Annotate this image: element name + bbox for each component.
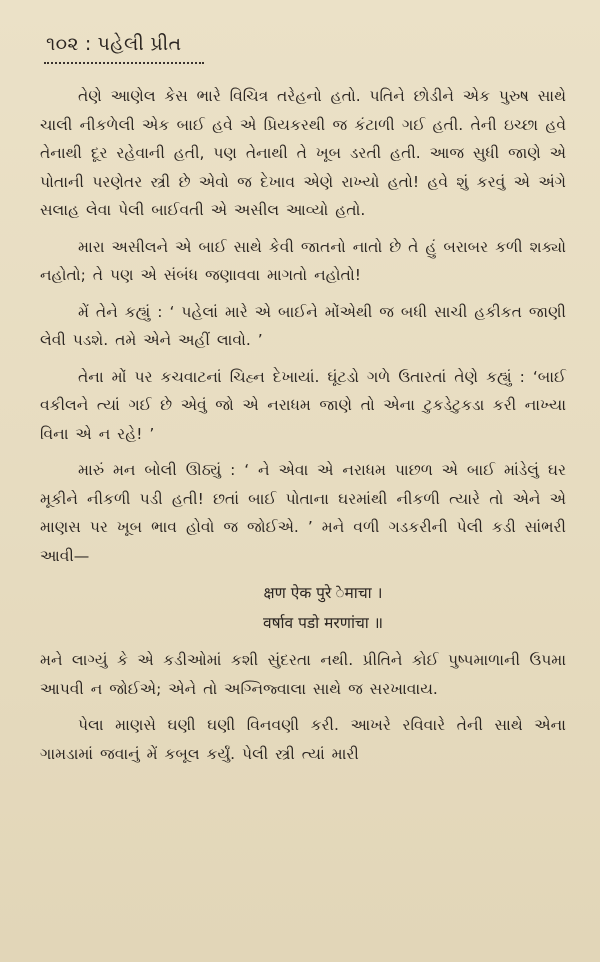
paragraph-1: તેણે આણેલ કેસ ભારે વિચિત્ર તરેહનો હતો. પતિને છોડીને એક પુરુષ સાથે ચાલી નીકળેલી એક બાઈ હવે એ પ્રિયકરથી જ કંટાળી ગઈ હતી. તેની ઇચ્છા હવે તેનાથી દૂર રહેવાની હતી, પણ તેનાથી તે ખૂબ ડરતી હતી. આજ સુધી જાણે એ પોતાની પરણેતર સ્ત્રી છે એવો જ દેખાવ એણે રાખ્યો હતો! હવે શું કરવું એ અંગે સલાહ લેવા પેલી બાઈવતી એ અસીલ આવ્યો હતો.	[40, 87, 566, 219]
verse-line-2: वर्षाव पडो मरणांचा ॥	[262, 614, 384, 632]
page-number: ૧૦૨	[46, 33, 79, 55]
paragraph-2: મારા અસીલને એ બાઈ સાથે કેવી જાતનો નાતો છે તે હું બરાબર કળી શક્યો નહોતો; તે પણ એ સંબંધ જણાવવા માગતો નહોતો!	[40, 237, 566, 284]
header-separator: :	[84, 33, 92, 55]
chapter-title: પહેલી પ્રીત	[97, 33, 182, 55]
paragraph-3: મેં તેને કહ્યું : ‘ પહેલાં મારે એ બાઈને મોંએથી જ બધી સાચી હકીકત જાણી લેવી પડશે. તમે એને અહીં લાવો. ’	[40, 302, 566, 349]
verse-block	[40, 578, 566, 638]
paragraph-after-verse: મને લાગ્યું કે એ કડીઓમાં કશી સુંદરતા નથી. પ્રીતિને કોઈ પુષ્પમાળાની ઉપમા આપવી ન જોઈએ; એને તો અગ્નિજ્વાલા સાથે જ સરખાવાય.	[40, 651, 566, 698]
header-dotted-rule	[44, 62, 204, 64]
verse-line-1: क्षण ऐक पुरे ेमाचा ।	[263, 584, 383, 602]
paragraph-last: પેલા માણસે ઘણી ઘણી વિનવણી કરી. આખરે રવિવારે તેની સાથે એના ગામડામાં જવાનું મેં કબૂલ કર્યું. પેલી સ્ત્રી ત્યાં મારી	[40, 716, 566, 763]
paragraph-5: મારું મન બોલી ઊઠ્યું : ‘ ને એવા એ નરાધમ પાછળ એ બાઈ માંડેલું ઘર મૂકીને નીકળી પડી હતી! છતાં બાઈ પોતાના ઘરમાંથી નીકળી ત્યારે તો એને એ માણસ પર ખૂબ ભાવ હોવો જ જોઈએ. ’ મને વળી ગડકરીની પેલી કડી સાંભરી આવી—	[40, 461, 566, 565]
paragraph-4: તેના મોં પર કચવાટનાં ચિહ્ન દેખાયાં. ઘૂંટડો ગળે ઉતારતાં તેણે કહ્યું : ‘બાઈ વકીલને ત્યાં ગઈ છે એવું જો એ નરાધમ જાણે તો એના ટુકડેટુકડા કરી નાખ્યા વિના એ ન રહે! ’	[40, 367, 566, 443]
page-header	[46, 30, 566, 58]
